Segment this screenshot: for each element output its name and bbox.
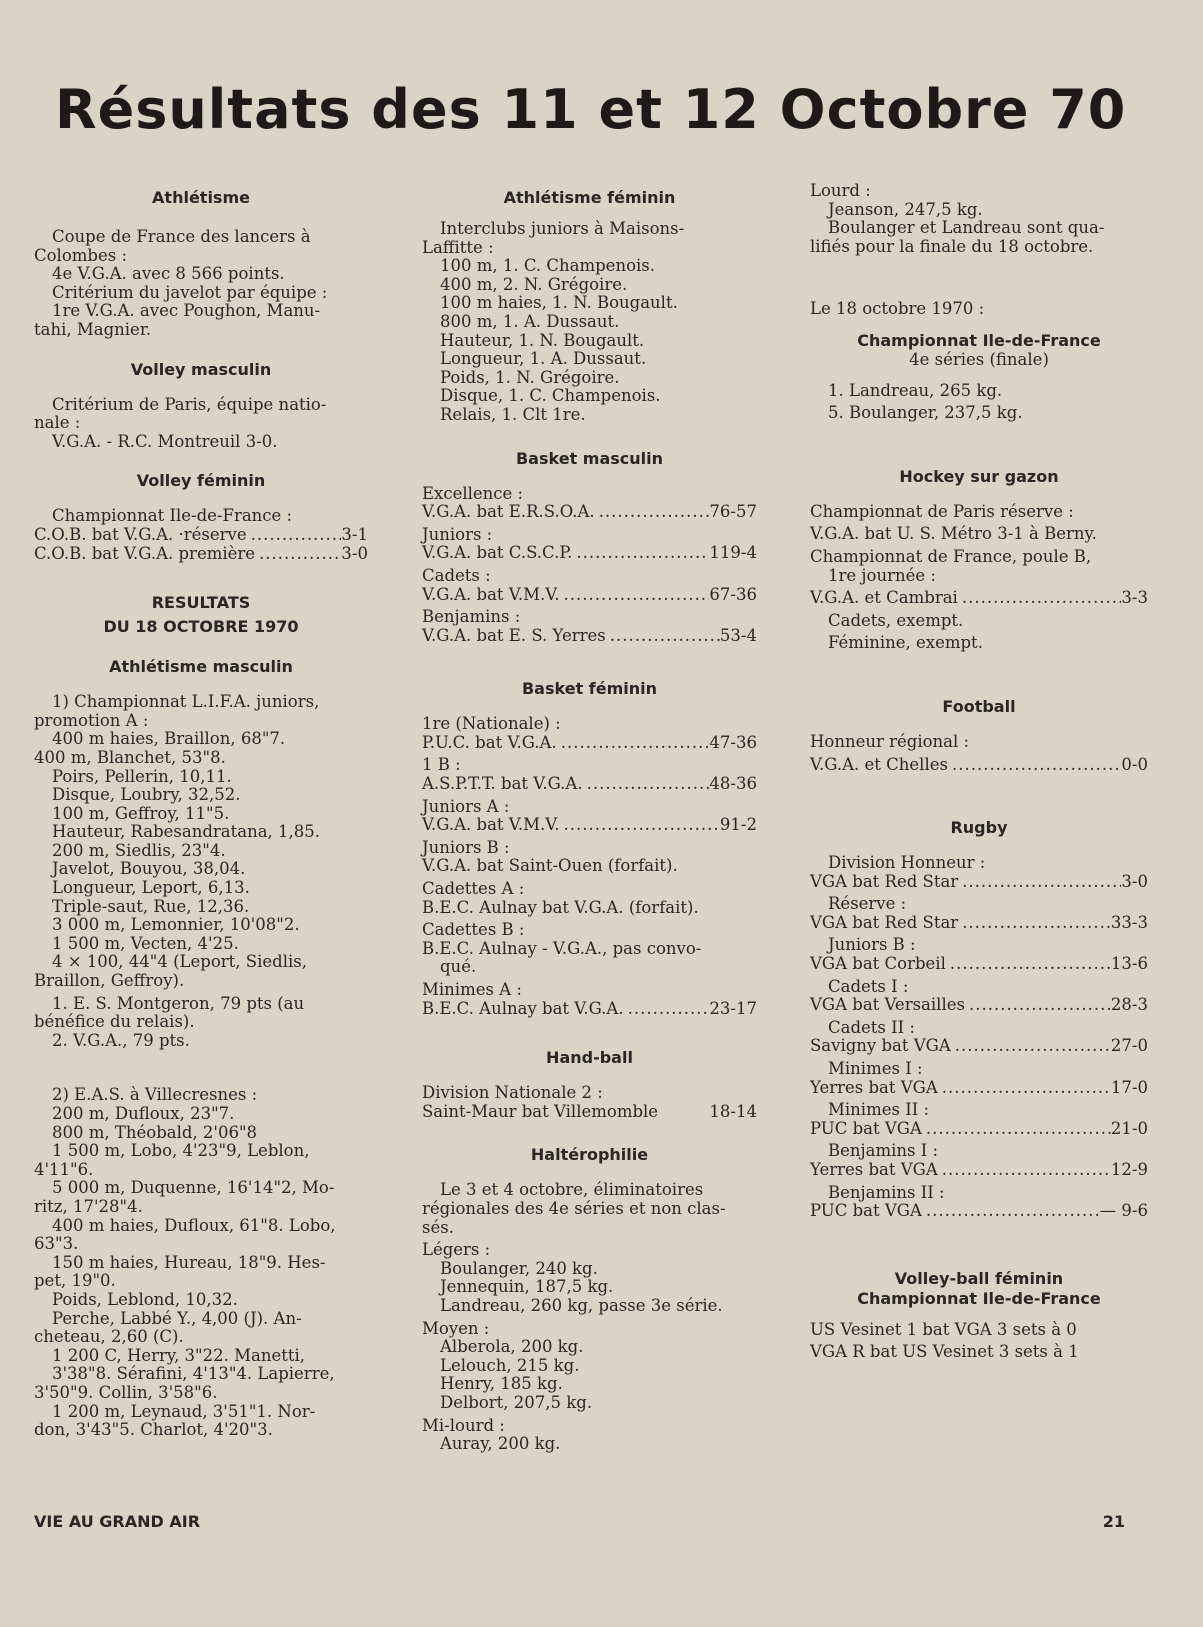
text-line: 400 m, Blanchet, 53"8. [34,747,226,767]
section-title-athletisme-masculin: Athlétisme masculin [109,657,293,677]
text-line: V.G.A. - R.C. Montreuil 3-0. [52,431,278,451]
text-line: 3'50"9. Collin, 3'58"6. [34,1382,218,1402]
text-line: V.G.A. bat U. S. Métro 3-1 à Berny. [810,524,1097,544]
text-line: V.G.A. bat Saint-Ouen (forfait). [422,856,678,876]
category-line: Juniors A : [422,796,510,816]
category-line: Juniors B : [422,837,510,857]
text-line: cheteau, 2,60 (C). [34,1327,184,1347]
text-line: Critérium du javelot par équipe : [52,282,328,302]
text-line: 1 500 m, Vecten, 4'25. [52,933,239,953]
text-line: Landreau, 260 kg, passe 3e série. [440,1295,723,1315]
text-line: qué. [440,957,477,977]
basket-masculin-list [422,485,757,650]
text-line: Division Nationale 2 : [422,1083,603,1103]
text-line: VGA R bat US Vesinet 3 sets à 1 [810,1342,1079,1362]
text-line: Disque, Loubry, 32,52. [52,785,241,805]
result-row: V.G.A. et Cambrai ..... 3-3 [810,589,1148,608]
result-row: P.U.C. bat V.G.A. ..... 47-36 [422,734,757,753]
text-line: tahi, Magnier. [34,319,152,339]
text-line: Critérium de Paris, équipe natio- [52,394,327,414]
text-line: Braillon, Geffroy). [34,971,185,991]
text-line: 400 m, 2. N. Grégoire. [440,274,628,294]
column-left [34,188,368,1440]
section-title-halterophilie: Haltérophilie [530,1145,649,1165]
category-line: Benjamins II : [828,1182,945,1202]
category-line: 1 B : [422,755,461,775]
text-line: Relais, 1. Clt 1re. [440,404,586,424]
result-row: C.O.B. bat V.G.A. première ..... 3-0 [34,545,368,564]
text-line: 100 m haies, 1. N. Bougault. [440,293,678,313]
text-line: 3 000 m, Lemonnier, 10'08"2. [52,915,300,935]
text-line: Henry, 185 kg. [440,1374,563,1394]
category-line: Moyen : [422,1318,490,1338]
section-title-championnat-idf: Championnat Ile-de-France [857,330,1101,350]
section-title-resultats-date: DU 18 OCTOBRE 1970 [103,617,299,637]
text-line: promotion A : [34,710,149,730]
text-line: Le 18 octobre 1970 : [810,299,985,319]
text-line: 4e V.G.A. avec 8 566 points. [52,264,285,284]
category-line: Minimes A : [422,980,522,999]
halterophilie-legers-list [422,1260,757,1316]
text-line: 4 × 100, 44"4 (Leport, Siedlis, [52,952,307,972]
text-line: Interclubs juniors à Maisons- [440,219,685,238]
text-line: Disque, 1. C. Champenois. [440,386,661,406]
athletisme-masculin-list [34,693,368,991]
section-title-athletisme-feminin: Athlétisme féminin [503,188,676,207]
result-row: V.G.A. bat V.M.V. ..... 91-2 [422,816,757,835]
text-line: bénéfice du relais). [34,1012,195,1032]
text-line: 400 m haies, Dufloux, 61"8. Lobo, [52,1215,336,1235]
text-line: Honneur régional : [810,731,970,751]
text-line: Jennequin, 187,5 kg. [440,1277,614,1297]
category-line: Cadettes B : [422,920,525,940]
text-line: Perche, Labbé Y., 4,00 (J). An- [52,1308,302,1328]
result-row: V.G.A. et Chelles ..... 0-0 [810,756,1148,775]
text-line: 200 m, Siedlis, 23"4. [52,840,226,860]
category-line: Cadets : [422,565,491,585]
result-row: V.G.A. bat E.R.S.O.A. ..... 76-57 [422,503,757,522]
text-line: Le 3 et 4 octobre, éliminatoires [440,1180,704,1200]
section-title-athletisme: Athlétisme [152,188,250,207]
subtitle: 4e séries (finale) [909,349,1049,369]
section-title-basket-feminin: Basket féminin [521,679,658,699]
text-line: ritz, 17'28"4. [34,1196,143,1216]
section-title-basket-masculin: Basket masculin [515,448,664,468]
text-line: 1. E. S. Montgeron, 79 pts (au [52,993,305,1013]
text-line: sés. [422,1217,454,1237]
text-line: 1re V.G.A. avec Poughon, Manu- [52,301,321,321]
text-line: régionales des 4e séries et non clas- [422,1198,726,1218]
text-line: Poids, 1. N. Grégoire. [440,367,620,387]
result-row: C.O.B. bat V.G.A. ·réserve ..... 3-1 [34,526,368,545]
section-title-volley-masculin: Volley masculin [130,359,272,379]
text-line: 5 000 m, Duquenne, 16'14"2, Mo- [52,1178,335,1198]
section-title-resultats: RESULTATS [151,593,251,613]
category-line: Benjamins : [422,607,521,627]
halterophilie-mi-lourd-list [422,1435,757,1454]
athletisme-feminin-list [422,220,757,425]
halterophilie-moyen-list [422,1338,757,1412]
category-line: Mi-lourd : [422,1415,505,1435]
text-line: B.E.C. Aulnay - V.G.A., pas convo- [422,938,702,958]
result-row: VGA bat Versailles ..... 28-3 [810,996,1148,1015]
result-row: VGA bat Red Star ..... 33-3 [810,914,1148,933]
section-title-hockey: Hockey sur gazon [899,466,1059,486]
column-middle [422,188,757,1454]
text-line: 1) Championnat L.I.F.A. juniors, [52,692,320,712]
text-line: 5. Boulanger, 237,5 kg. [828,403,1023,423]
text-line: Boulanger et Landreau sont qua- [828,218,1105,238]
section-title-volley-feminin: Volley féminin [136,471,266,491]
text-line: 2. V.G.A., 79 pts. [52,1030,190,1050]
text-line: Championnat Ile-de-France : [52,506,293,526]
category-line: Juniors : [422,524,493,544]
section-title-volley-ball-championnat: Championnat Ile-de-France [857,1288,1101,1308]
text-line: 100 m, Geffroy, 11"5. [52,803,230,823]
text-line: Poirs, Pellerin, 10,11. [52,766,232,786]
text-line: Hauteur, Rabesandratana, 1,85. [52,822,321,842]
text-line: 1re journée : [828,565,936,585]
text-line: 100 m, 1. C. Champenois. [440,256,655,276]
text-line: Javelot, Bouyou, 38,04. [52,859,246,879]
text-line: US Vesinet 1 bat VGA 3 sets à 0 [810,1319,1077,1339]
text-line: Auray, 200 kg. [440,1434,561,1454]
category-line: Cadettes A : [422,879,525,899]
result-row: PUC bat VGA ..... — 9-6 [810,1202,1148,1221]
category-line: Minimes II : [828,1100,930,1120]
text-line: Longueur, 1. A. Dussaut. [440,349,647,369]
category-line: Légers : [422,1240,491,1260]
column-right [810,182,1148,1362]
section-title-hand-ball: Hand-ball [546,1048,633,1068]
result-row: A.S.P.T.T. bat V.G.A. ..... 48-36 [422,775,757,794]
text-line: 200 m, Dufloux, 23"7. [52,1104,235,1123]
halterophilie-intro [422,1181,757,1237]
result-row: Saint-Maur bat Villemomble 18-14 [422,1101,757,1121]
category-line: Benjamins I : [828,1141,939,1161]
page-title: Résultats des 11 et 12 Octobre 70 [55,78,1127,141]
section-title-volley-ball-feminin: Volley-ball féminin [894,1268,1064,1288]
result-row: V.G.A. bat C.S.C.P. ..... 119-4 [422,544,757,563]
text-line: Coupe de France des lancers à [52,227,311,246]
text-line: Colombes : [34,245,128,265]
text-line: 1. Landreau, 265 kg. [828,380,1003,400]
section-title-football: Football [942,696,1016,716]
text-line: 400 m haies, Braillon, 68"7. [52,729,286,749]
text-line: Delbort, 207,5 kg. [440,1392,593,1412]
text-line: 1 200 C, Herry, 3"22. Manetti, [52,1345,306,1365]
text-line: Triple-saut, Rue, 12,36. [52,896,250,916]
result-row: B.E.C. Aulnay bat V.G.A. ..... 23-17 [422,1000,757,1019]
result-row: Yerres bat VGA ..... 17-0 [810,1079,1148,1098]
text-line: pet, 19"0. [34,1271,116,1291]
text-line: Hauteur, 1. N. Bougault. [440,330,645,350]
category-line: Division Honneur : [828,853,986,873]
text-line: 800 m, 1. A. Dussaut. [440,311,620,331]
text-line: nale : [34,413,81,433]
result-row: V.G.A. bat E. S. Yerres ..... 53-4 [422,627,757,646]
category-line: Juniors B : [828,935,916,955]
result-row: PUC bat VGA ..... 21-0 [810,1120,1148,1139]
category-line: Cadets II : [828,1017,915,1037]
category-line: Excellence : [422,483,524,503]
text-line: don, 3'43"5. Charlot, 4'20"3. [34,1420,273,1440]
category-line: Réserve : [828,894,907,914]
text-line: 63"3. [34,1234,79,1254]
text-line: B.E.C. Aulnay bat V.G.A. (forfait). [422,897,699,917]
text-line: Championnat de Paris réserve : [810,501,1074,521]
eas-villecresnes-list [34,1086,368,1439]
category-line: Cadets I : [828,976,909,996]
rugby-list [810,854,1148,1225]
text-line: 800 m, Théobald, 2'06"8 [52,1122,258,1142]
text-line: lifiés pour la finale du 18 octobre. [810,236,1094,256]
text-line: Longueur, Leport, 6,13. [52,878,250,898]
text-line: 1 200 m, Leynaud, 3'51"1. Nor- [52,1401,316,1421]
text-line: 150 m haies, Hureau, 18"9. Hes- [52,1252,326,1272]
athletisme-masculin-classement [34,995,368,1051]
text-line: Alberola, 200 kg. [440,1337,584,1357]
page-number: 21 [1102,1512,1125,1531]
text-line: Féminine, exempt. [828,633,983,653]
category-line: Minimes I : [828,1059,923,1079]
text-line: 2) E.A.S. à Villecresnes : [52,1085,258,1105]
text-line: Championnat de France, poule B, [810,546,1092,566]
text-line: Laffitte : [422,237,494,257]
text-line: Cadets, exempt. [828,610,964,630]
magazine-name: VIE AU GRAND AIR [34,1512,201,1531]
result-row: Savigny bat VGA ..... 27-0 [810,1037,1148,1056]
text-line: Poids, Leblond, 10,32. [52,1289,238,1309]
text-line: 3'38"8. Sérafini, 4'13"4. Lapierre, [52,1364,335,1384]
result-row: Yerres bat VGA ..... 12-9 [810,1161,1148,1180]
section-title-rugby: Rugby [950,818,1008,838]
text-line: Jeanson, 247,5 kg. [828,199,983,219]
category-line: 1re (Nationale) : [422,714,561,734]
category-line: Lourd : [810,181,871,200]
text-line: 4'11"6. [34,1159,94,1179]
result-row: VGA bat Corbeil ..... 13-6 [810,955,1148,974]
result-row: VGA bat Red Star ..... 3-0 [810,873,1148,892]
text-line: 1 500 m, Lobo, 4'23"9, Leblon, [52,1141,310,1161]
text-line: Boulanger, 240 kg. [440,1258,598,1278]
text-line: Lelouch, 215 kg. [440,1355,580,1375]
result-row: V.G.A. bat V.M.V. ..... 67-36 [422,586,757,605]
